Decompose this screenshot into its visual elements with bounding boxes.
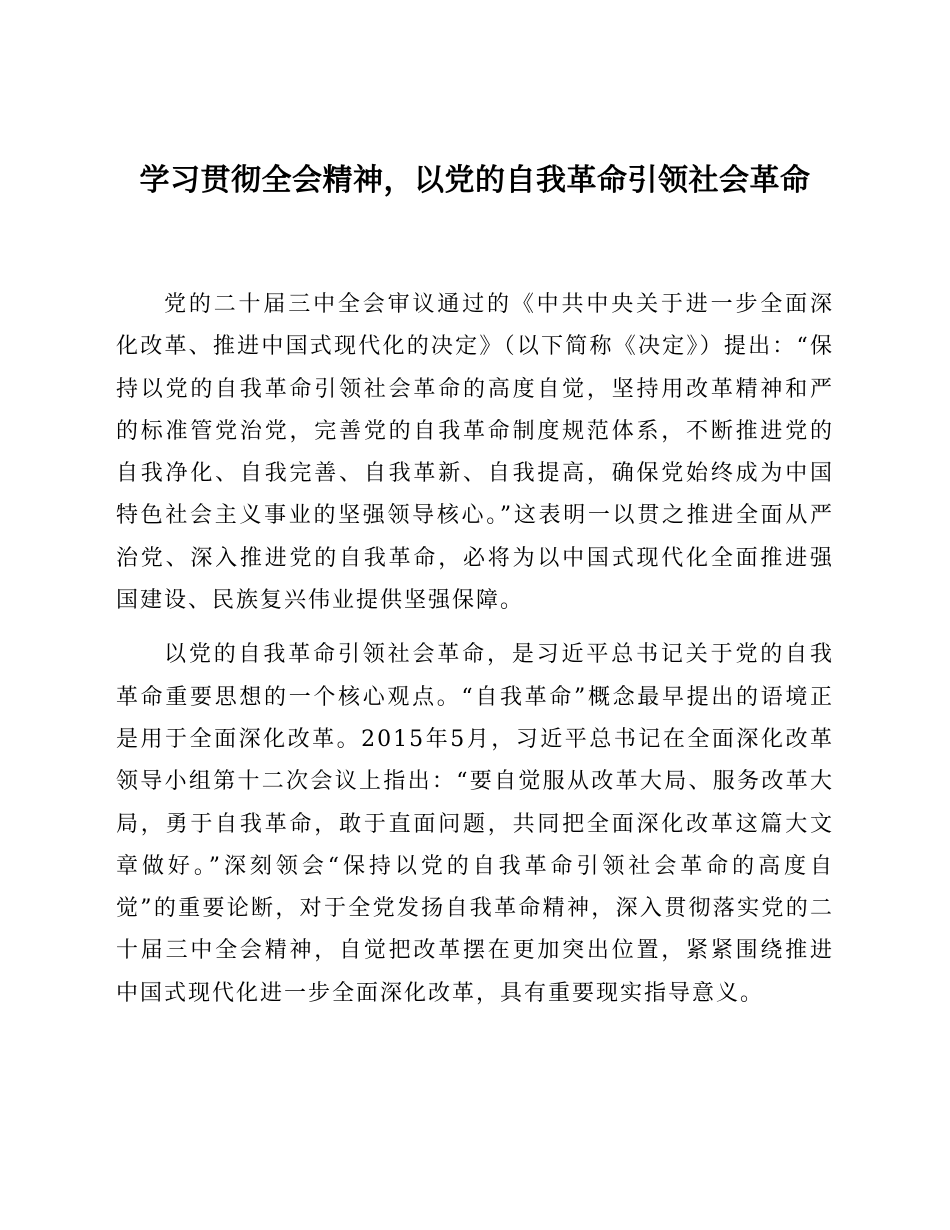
paragraph-1: 党的二十届三中全会审议通过的《中共中央关于进一步全面深化改革、推进中国式现代化的决定》（以下简称《决定》）提出：“保持以党的自我革命引领社会革命的高度自觉，坚持用改革精神和严的标准管党治党，完善党的自我革命制度规范体系，不断推进党的自我净化、自我完善、自我革新、自我提高，确保党始终成为中国特色社会主义事业的坚强领导核心。”这表明一以贯之推进全面从严治党、深入推进党的自我革命，必将为以中国式现代化全面推进强国建设、民族复兴伟业提供坚强保障。 xyxy=(116,292,834,614)
paragraph-2: 以党的自我革命引领社会革命，是习近平总书记关于党的自我革命重要思想的一个核心观点。“自我革命”概念最早提出的语境正是用于全面深化改革。2015年5月，习近平总书记在全面深化改革领导小组第十二次会议上指出：“要自觉服从改革大局、服务改革大局，勇于自我革命，敢于直面问题，共同把全面深化改革这篇大文章做好。”深刻领会“保持以党的自我革命引领社会革命的高度自觉”的重要论断，对于全党发扬自我革命精神，深入贯彻落实党的二十届三中全会精神，自觉把改革摆在更加突出位置，紧紧围绕推进中国式现代化进一步全面深化改革，具有重要现实指导意义。 xyxy=(116,642,834,1006)
document-title: 学习贯彻全会精神，以党的自我革命引领社会革命 xyxy=(139,163,811,198)
document-body xyxy=(116,284,834,1027)
